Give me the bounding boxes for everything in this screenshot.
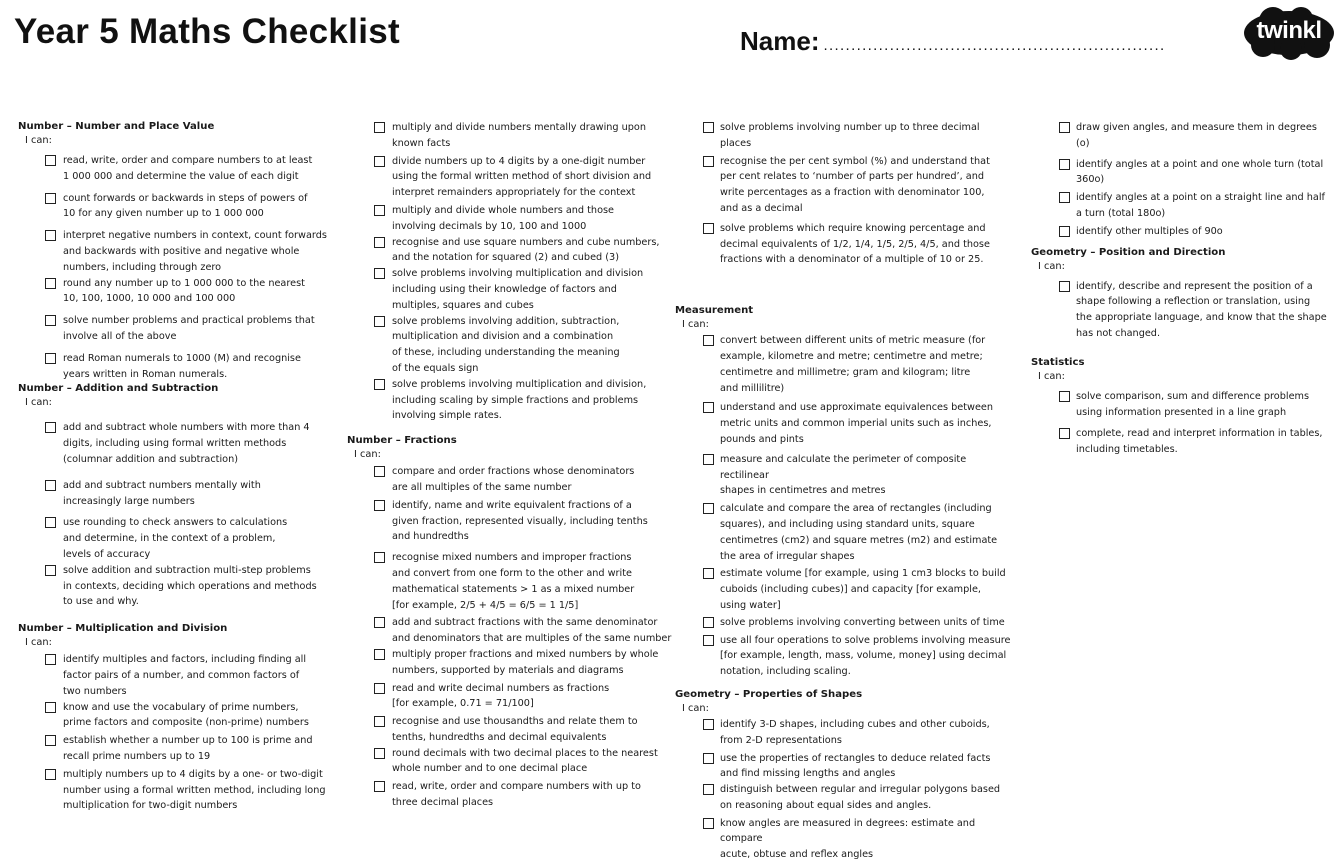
checklist-item: [18, 700, 340, 732]
checklist-column-1: [18, 120, 340, 814]
checkbox[interactable]: [1059, 159, 1070, 170]
checkbox[interactable]: [374, 268, 385, 279]
item-text: know angles are measured in degrees: estimate and compare acute, obtuse and reflex angles: [720, 817, 976, 861]
checklist-item: [675, 452, 1015, 499]
checkbox[interactable]: [1059, 281, 1070, 292]
checklist-item: [347, 498, 672, 545]
checklist-item: [675, 751, 1015, 783]
checkbox[interactable]: [374, 122, 385, 133]
item-text: add and subtract numbers mentally with increasingly large numbers: [63, 479, 261, 507]
i-can-label: I can:: [25, 135, 52, 146]
item-text: interpret negative numbers in context, count forwards and backwards with positive and negative whole numbers, including through zero: [63, 230, 327, 273]
checklist-item: [18, 515, 340, 562]
i-can-label: I can:: [682, 319, 709, 331]
section-properties-of-shapes-continued: [1031, 120, 1331, 240]
name-label: Name:: [740, 26, 820, 56]
section-place-value: [18, 120, 340, 382]
item-text: identify angles at a point and one whole turn (total 360o): [1076, 158, 1324, 186]
item-text: estimate volume [for example, using 1 cm3 blocks to build cuboids (including cubes)] and capacity [for example, using water]: [720, 568, 1006, 611]
checkbox[interactable]: [703, 753, 714, 764]
checklist-item: [675, 782, 1015, 814]
checklist-item: [675, 816, 1015, 863]
i-can-label: I can:: [1038, 260, 1065, 272]
checklist-item: [18, 563, 340, 610]
item-text: solve comparison, sum and difference problems using information presented in a line graph: [1076, 390, 1310, 418]
checklist-item: [675, 221, 1015, 268]
checklist-item: [18, 420, 340, 467]
item-text: measure and calculate the perimeter of composite rectilinear shapes in centimetres and metres: [720, 453, 967, 497]
item-text: complete, read and interpret information in tables, including timetables.: [1076, 428, 1323, 456]
item-text: read, write, order and compare numbers with up to three decimal places: [392, 781, 641, 809]
checklist-item: [18, 767, 340, 814]
i-can-label: I can:: [1038, 370, 1065, 382]
checklist-item: [347, 154, 672, 201]
checkbox[interactable]: [703, 503, 714, 514]
checkbox[interactable]: [374, 748, 385, 759]
item-text: add and subtract fractions with the same denominator and denominators that are multiples of the same number: [392, 617, 672, 645]
checkbox[interactable]: [45, 155, 56, 166]
item-text: identify, name and write equivalent fractions of a given fraction, represented visually, including tenths and hundredths: [392, 499, 648, 543]
item-text: solve problems which require knowing percentage and decimal equivalents of 1/2, 1/4, 1/5, 2/5, 4/5, and those fractions with a denominator of a multiple of 10 or 25.: [720, 222, 990, 266]
item-text: identify, describe and represent the position of a shape following a reflection or translation, using the appropriate language, and know that the shape has not changed.: [1076, 280, 1327, 339]
checkbox[interactable]: [1059, 122, 1070, 133]
item-text: recognise and use thousandths and relate them to tenths, hundredths and decimal equivalents: [392, 716, 638, 743]
checkbox[interactable]: [374, 500, 385, 511]
item-text: compare and order fractions whose denominators are all multiples of the same number: [392, 466, 635, 493]
logo-wordmark: twinkl: [1256, 17, 1322, 44]
i-can-label: I can:: [354, 449, 381, 461]
item-text: round any number up to 1 000 000 to the nearest 10, 100, 1000, 10 000 and 100 000: [63, 277, 305, 305]
checklist-item: [1031, 224, 1331, 240]
checklist-item: [1031, 157, 1331, 189]
checkbox[interactable]: [374, 617, 385, 628]
checkbox[interactable]: [45, 422, 56, 433]
checklist-item: [675, 615, 1015, 631]
checklist-item: [675, 566, 1015, 613]
section-measurement: [675, 304, 1015, 680]
section-multiplication-division: [18, 622, 340, 814]
checklist-item: [18, 351, 340, 383]
checkbox[interactable]: [703, 223, 714, 234]
checkbox[interactable]: [45, 735, 56, 746]
checklist-item: [675, 400, 1015, 447]
checkbox[interactable]: [703, 617, 714, 628]
checklist-item: [1031, 190, 1331, 222]
item-text: read Roman numerals to 1000 (M) and recognise years written in Roman numerals.: [63, 352, 301, 380]
checklist-item: [18, 313, 340, 345]
item-text: solve problems involving multiplication and division, including scaling by simple fractions and problems involving simple rates.: [392, 378, 647, 422]
item-text: read, write, order and compare numbers to at least 1 000 000 and determine the value of each digit: [63, 155, 313, 182]
item-text: use the properties of rectangles to deduce related facts and find missing lengths and angles: [720, 752, 991, 780]
item-text: use rounding to check answers to calculations and determine, in the context of a problem, levels of accuracy: [63, 517, 288, 560]
checklist-item: [675, 120, 1015, 152]
checklist-item: [18, 276, 340, 308]
checklist-item: [347, 377, 672, 424]
checklist-item: [347, 120, 672, 152]
checkbox[interactable]: [374, 379, 385, 390]
item-text: calculate and compare the area of rectangles (including squares), and including using standard units, square centimetres (cm2) and square metres (m2) and estimate the area of irregular shapes: [720, 503, 998, 562]
checkbox[interactable]: [1059, 192, 1070, 203]
checklist-item: [675, 717, 1015, 749]
checklist-item: [1031, 120, 1331, 152]
i-can-label: I can:: [25, 397, 52, 409]
section-properties-of-shapes: [675, 688, 1015, 863]
item-text: add and subtract whole numbers with more than 4 digits, including using formal written methods (columnar addition and subtraction): [63, 422, 310, 465]
checklist-item: [347, 203, 672, 235]
section-position-direction: [1031, 246, 1331, 342]
checklist-item: [675, 333, 1015, 396]
checklist-item: [347, 681, 672, 713]
item-text: multiply proper fractions and mixed numbers by whole numbers, supported by materials and diagrams: [392, 648, 659, 676]
checkbox[interactable]: [703, 122, 714, 133]
item-text: convert between different units of metric measure (for example, kilometre and metre; centimetre and metre; centimetre and millimetre; gram and kilogram; litre and millilitre): [720, 335, 986, 394]
section-statistics: [1031, 356, 1331, 458]
i-can-label: I can:: [25, 637, 52, 649]
checkbox[interactable]: [703, 156, 714, 167]
checklist-item: [347, 235, 672, 267]
section-title: Number – Number and Place Value: [18, 121, 215, 132]
checkbox[interactable]: [374, 156, 385, 167]
item-text: multiply and divide whole numbers and those involving decimals by 10, 100 and 1000: [392, 204, 615, 232]
checkbox[interactable]: [703, 635, 714, 646]
checkbox[interactable]: [45, 769, 56, 780]
item-text: read and write decimal numbers as fractions [for example, 0.71 = 71/100]: [392, 682, 610, 710]
item-text: divide numbers up to 4 digits by a one-digit number using the formal written method of short division and interpret remainders appropriately for the context: [392, 155, 652, 199]
section-title: Geometry – Properties of Shapes: [675, 688, 863, 700]
section-title: Number – Multiplication and Division: [18, 623, 228, 635]
section-title: Number – Fractions: [347, 435, 457, 447]
checklist-item: [1031, 389, 1331, 421]
item-text: identify angles at a point on a straight line and half a turn (total 180o): [1076, 192, 1325, 219]
checkbox[interactable]: [45, 565, 56, 576]
checkbox[interactable]: [45, 193, 56, 204]
checkbox[interactable]: [703, 568, 714, 579]
section-title: Measurement: [675, 305, 754, 317]
checkbox[interactable]: [374, 683, 385, 694]
checklist-item: [18, 153, 340, 185]
checklist-item: [347, 779, 672, 811]
checkbox[interactable]: [374, 649, 385, 660]
section-fractions-continued: [675, 120, 1015, 268]
checklist-item: [347, 615, 672, 647]
checklist-item: [347, 746, 672, 778]
item-text: identify other multiples of 90o: [1076, 225, 1223, 237]
checklist-item: [18, 228, 340, 275]
checklist-item: [347, 647, 672, 679]
item-text: recognise the per cent symbol (%) and understand that per cent relates to ‘number of parts per hundred’, and write percentages as a fraction with denominator 100, and as a decimal: [720, 155, 990, 214]
item-text: recognise and use square numbers and cube numbers, and the notation for squared (2) and cubed (3): [392, 236, 660, 264]
checkbox[interactable]: [1059, 226, 1070, 237]
checkbox[interactable]: [45, 353, 56, 364]
checklist-column-2: [347, 120, 672, 811]
page-title: Year 5 Maths Checklist: [14, 12, 400, 51]
section-title: Statistics: [1031, 356, 1085, 368]
checkbox[interactable]: [1059, 391, 1070, 402]
item-text: draw given angles, and measure them in degrees (o): [1076, 122, 1317, 149]
item-text: recognise mixed numbers and improper fractions and convert from one form to the other and write mathematical statements > 1 as a mixed number [for example, 2/5 + 4/5 = 6/5 = 1 1/5]: [392, 552, 635, 611]
checklist-item: [675, 633, 1015, 680]
checkbox[interactable]: [45, 517, 56, 528]
item-text: use all four operations to solve problems involving measure [for example, length, mass, volume, money] using decimal notation, including scaling.: [720, 634, 1011, 678]
item-text: solve number problems and practical problems that involve all of the above: [63, 315, 315, 342]
name-dotted-line[interactable]: ..............................................................: [823, 37, 1166, 54]
checklist-item: [18, 733, 340, 765]
item-text: know and use the vocabulary of prime numbers, prime factors and composite (non-prime) numbers: [63, 701, 309, 729]
checkbox[interactable]: [374, 316, 385, 327]
item-text: solve problems involving converting between units of time: [720, 616, 1005, 628]
checklist-item: [1031, 426, 1331, 458]
item-text: identify 3-D shapes, including cubes and other cuboids, from 2-D representations: [720, 718, 990, 746]
item-text: distinguish between regular and irregular polygons based on reasoning about equal sides and angles.: [720, 784, 1001, 811]
checklist-item: [347, 714, 672, 746]
item-text: multiply numbers up to 4 digits by a one- or two-digit number using a formal written method, including long multiplication for two-digit numbers: [63, 768, 326, 812]
checklist-item: [18, 478, 340, 510]
checkbox[interactable]: [374, 205, 385, 216]
checkbox[interactable]: [703, 719, 714, 730]
checklist-column-3: [675, 120, 1015, 863]
checkbox[interactable]: [45, 230, 56, 241]
checklist-item: [675, 154, 1015, 217]
checkbox[interactable]: [703, 402, 714, 413]
checklist-item: [347, 314, 672, 377]
item-text: multiply and divide numbers mentally drawing upon known facts: [392, 122, 646, 149]
item-text: identify multiples and factors, including finding all factor pairs of a number, and common factors of two numbers: [63, 654, 307, 697]
checkbox[interactable]: [374, 552, 385, 563]
checkbox[interactable]: [703, 454, 714, 465]
item-text: count forwards or backwards in steps of powers of 10 for any given number up to 1 000 000: [63, 192, 308, 220]
section-addition-subtraction: [18, 382, 340, 610]
item-text: solve addition and subtraction multi-step problems in contexts, deciding which operations and methods to use and why.: [63, 564, 317, 608]
item-text: solve problems involving number up to three decimal places: [720, 122, 980, 149]
item-text: understand and use approximate equivalences between metric units and common imperial units such as inches, pounds and pints: [720, 402, 994, 445]
section-title: Number – Addition and Subtraction: [18, 383, 219, 395]
twinkl-logo: [1243, 7, 1335, 61]
item-text: round decimals with two decimal places to the nearest whole number and to one decimal place: [392, 747, 658, 775]
checkbox[interactable]: [374, 781, 385, 792]
item-text: solve problems involving addition, subtraction, multiplication and division and a combination of these, including understanding the meaning of the equals sign: [392, 315, 620, 374]
checkbox[interactable]: [1059, 428, 1070, 439]
checklist-item: [347, 266, 672, 313]
i-can-label: I can:: [682, 702, 709, 714]
checklist-item: [347, 550, 672, 613]
checkbox[interactable]: [45, 654, 56, 665]
checkbox[interactable]: [45, 315, 56, 326]
checkbox[interactable]: [45, 702, 56, 713]
checkbox[interactable]: [703, 784, 714, 795]
checklist-item: [18, 191, 340, 223]
checkbox[interactable]: [374, 237, 385, 248]
section-fractions: [347, 434, 672, 811]
checklist-item: [675, 501, 1015, 564]
checkbox[interactable]: [703, 818, 714, 829]
checklist-column-4: [1031, 120, 1331, 458]
section-title: Geometry – Position and Direction: [1031, 246, 1226, 258]
checkbox[interactable]: [703, 335, 714, 346]
item-text: establish whether a number up to 100 is prime and recall prime numbers up to 19: [63, 735, 313, 762]
checkbox[interactable]: [45, 480, 56, 491]
checkbox[interactable]: [45, 278, 56, 289]
section-multiplication-division-continued: [347, 120, 672, 424]
checklist-item: [18, 652, 340, 699]
checkbox[interactable]: [374, 466, 385, 477]
checklist-item: [1031, 279, 1331, 342]
item-text: solve problems involving multiplication and division including using their knowledge of factors and multiples, squares and cubes: [392, 268, 644, 311]
checklist-item: [347, 464, 672, 496]
checkbox[interactable]: [374, 716, 385, 727]
name-field[interactable]: [740, 26, 1166, 57]
